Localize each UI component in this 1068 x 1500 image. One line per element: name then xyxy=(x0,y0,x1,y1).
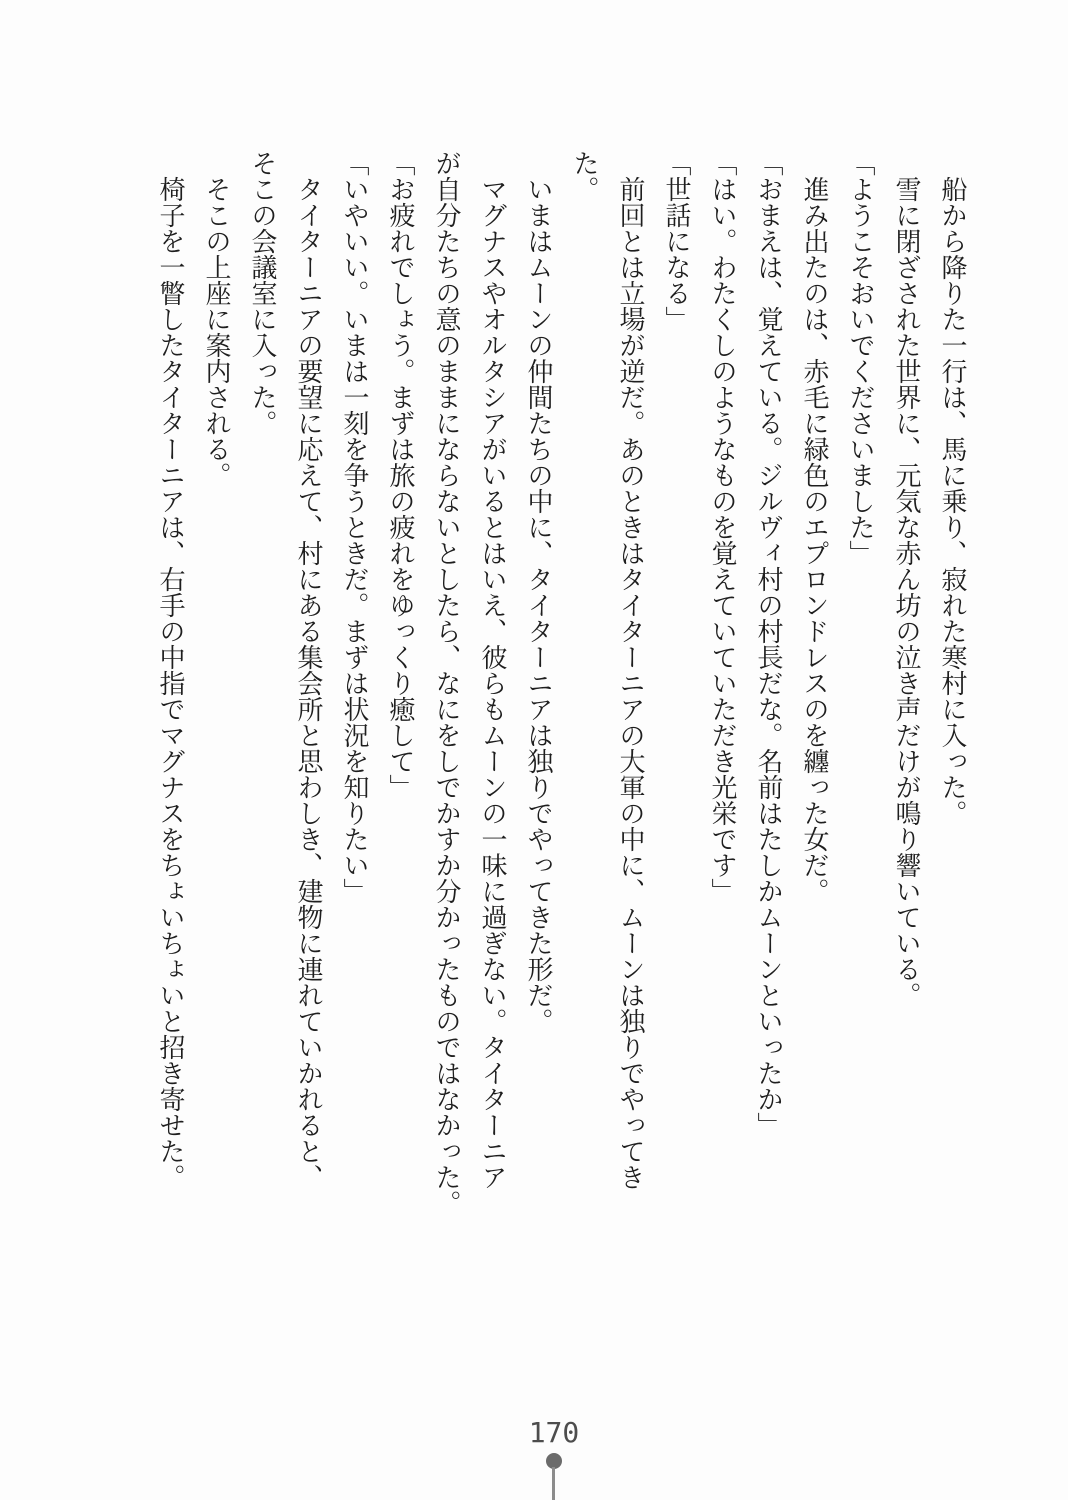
text-column: 「お疲れでしょう。まずは旅の疲れをゆっくり癒して」 xyxy=(385,150,415,800)
text-column: 椅子を一瞥したタイターニアは、右手の中指でマグナスをちょいちょいと招き寄せた。 xyxy=(155,176,185,1190)
text-column: そこの上座に案内される。 xyxy=(201,176,231,488)
text-column: 「世話になる」 xyxy=(661,150,691,332)
text-column: が自分たちの意のままにならないとしたら、なにをしでかすか分かったものではなかった。 xyxy=(431,150,461,1216)
text-column: タイターニアの要望に応えて、村にある集会所と思わしき、建物に連れていかれると、 xyxy=(293,176,323,1190)
text-column: 進み出たのは、赤毛に緑色のエプロンドレスのを纏った女だ。 xyxy=(799,176,829,904)
text-column: いまはムーンの仲間たちの中に、タイターニアは独りでやってきた形だ。 xyxy=(523,176,553,1034)
text-column: 「ようこそおいでくださいました」 xyxy=(845,150,875,566)
page-marker-line xyxy=(552,1467,555,1500)
text-column: 「おまえは、覚えている。ジルヴィ村の村長だな。名前はたしかムーンといったか」 xyxy=(753,150,783,1138)
page-number: 170 xyxy=(528,1416,580,1449)
vertical-text-block xyxy=(147,150,975,1220)
text-column: マグナスやオルタシアがいるとはいえ、彼らもムーンの一味に過ぎない。タイターニア xyxy=(477,176,507,1190)
text-column: 船から降りた一行は、馬に乗り、寂れた寒村に入った。 xyxy=(937,176,967,826)
text-column: そこの会議室に入った。 xyxy=(247,150,277,436)
text-column: 雪に閉ざされた世界に、元気な赤ん坊の泣き声だけが鳴り響いている。 xyxy=(891,176,921,1008)
text-column: 「はい。わたくしのようなものを覚えていていただき光栄です」 xyxy=(707,150,737,904)
text-column: 前回とは立場が逆だ。あのときはタイターニアの大軍の中に、ムーンは独りでやってき xyxy=(615,176,645,1190)
text-column: 「いやいい。いまは一刻を争うときだ。まずは状況を知りたい」 xyxy=(339,150,369,904)
text-column: た。 xyxy=(569,150,599,202)
